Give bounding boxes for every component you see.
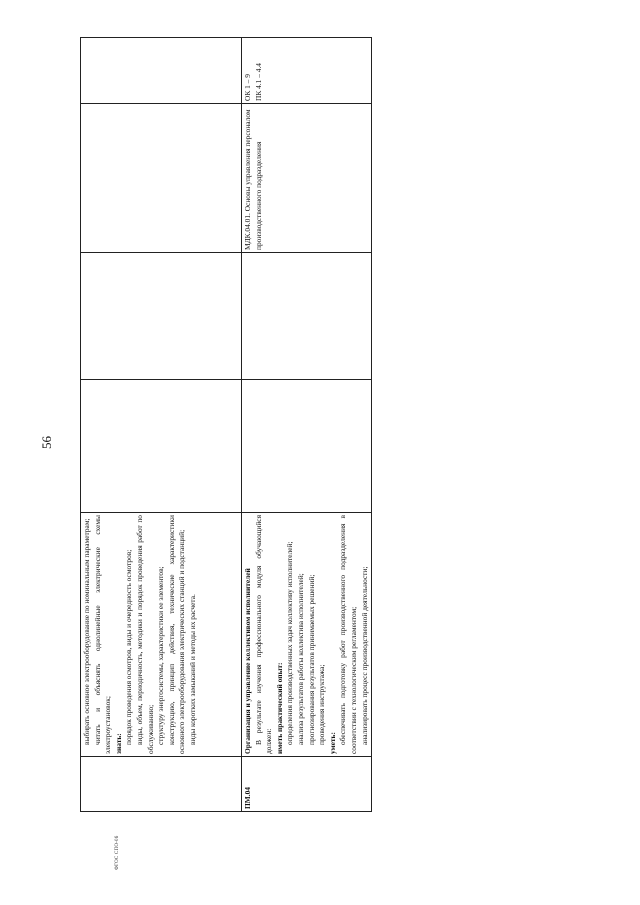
content-line: порядок проведения осмотров, виды и очередность осмотров;	[124, 549, 134, 745]
cell-mdk-empty	[81, 104, 242, 253]
cell-hours-empty	[242, 380, 372, 513]
cell-module-content	[242, 513, 372, 757]
competency-ok: ОК 1 – 9	[243, 74, 252, 101]
content-line: определения производственных задач коллективу исполнителей;	[285, 541, 295, 745]
content-line: виды, объем, периодичность, методики и порядок проведения работ по обслуживанию;	[134, 515, 155, 754]
cell-continuation-content	[81, 513, 242, 757]
content-line: структуру энергосистемы, характеристики ее элементов;	[156, 566, 166, 745]
curriculum-table	[80, 37, 372, 812]
cell-competencies-empty	[81, 38, 242, 104]
content-heading: иметь практический опыт:	[274, 662, 284, 754]
cell-mdk: МДК.04.01. Основы управления персоналом производственного подразделения	[242, 104, 372, 253]
content-line: выбирать основное электрооборудование по номинальным параметрам;	[82, 518, 91, 745]
cell-module-code: ПМ.04	[242, 757, 372, 812]
cell-hours2-empty	[242, 253, 372, 380]
footer-code: ФГОС СПО-06	[115, 835, 120, 870]
content-line: конструкцию, принцип действия, технические характеристики основного электрооборудования электрических станций и подстанций;	[166, 515, 187, 754]
table-row-continuation	[81, 38, 242, 812]
content-line: анализировать процесс производственной деятельности;	[359, 566, 369, 745]
competency-pk: ПК 4.1 – 4.4	[253, 63, 263, 101]
content-line: читать и объяснять однолинейные электрические схемы электроустановок;	[92, 515, 113, 754]
content-line: проведения инструктажа;	[317, 664, 327, 745]
curriculum-table-rotated	[80, 38, 369, 812]
content-line: прогнозирования результатов принимаемых решений;	[306, 574, 316, 745]
table-row-pm04	[242, 38, 372, 812]
page-number: 56	[39, 436, 54, 449]
content-line: анализа результатов работы коллектива исполнителей;	[295, 573, 305, 745]
cell-code-empty	[81, 757, 242, 812]
module-title: Организация и управление коллективом исполнителей	[243, 568, 252, 754]
cell-hours2-empty	[81, 253, 242, 380]
content-line: обеспечивать подготовку работ производственного подразделения в соответствии с технологическим регламентом;	[338, 515, 358, 754]
cell-competencies	[242, 38, 372, 104]
content-line: В результате изучения профессионального модуля обучающийся должен:	[253, 515, 274, 754]
content-heading: уметь:	[327, 732, 337, 754]
content-line: виды коротких замыканий и методы их расчета.	[187, 594, 197, 745]
content-heading: знать:	[113, 733, 123, 754]
cell-hours-empty	[81, 380, 242, 513]
